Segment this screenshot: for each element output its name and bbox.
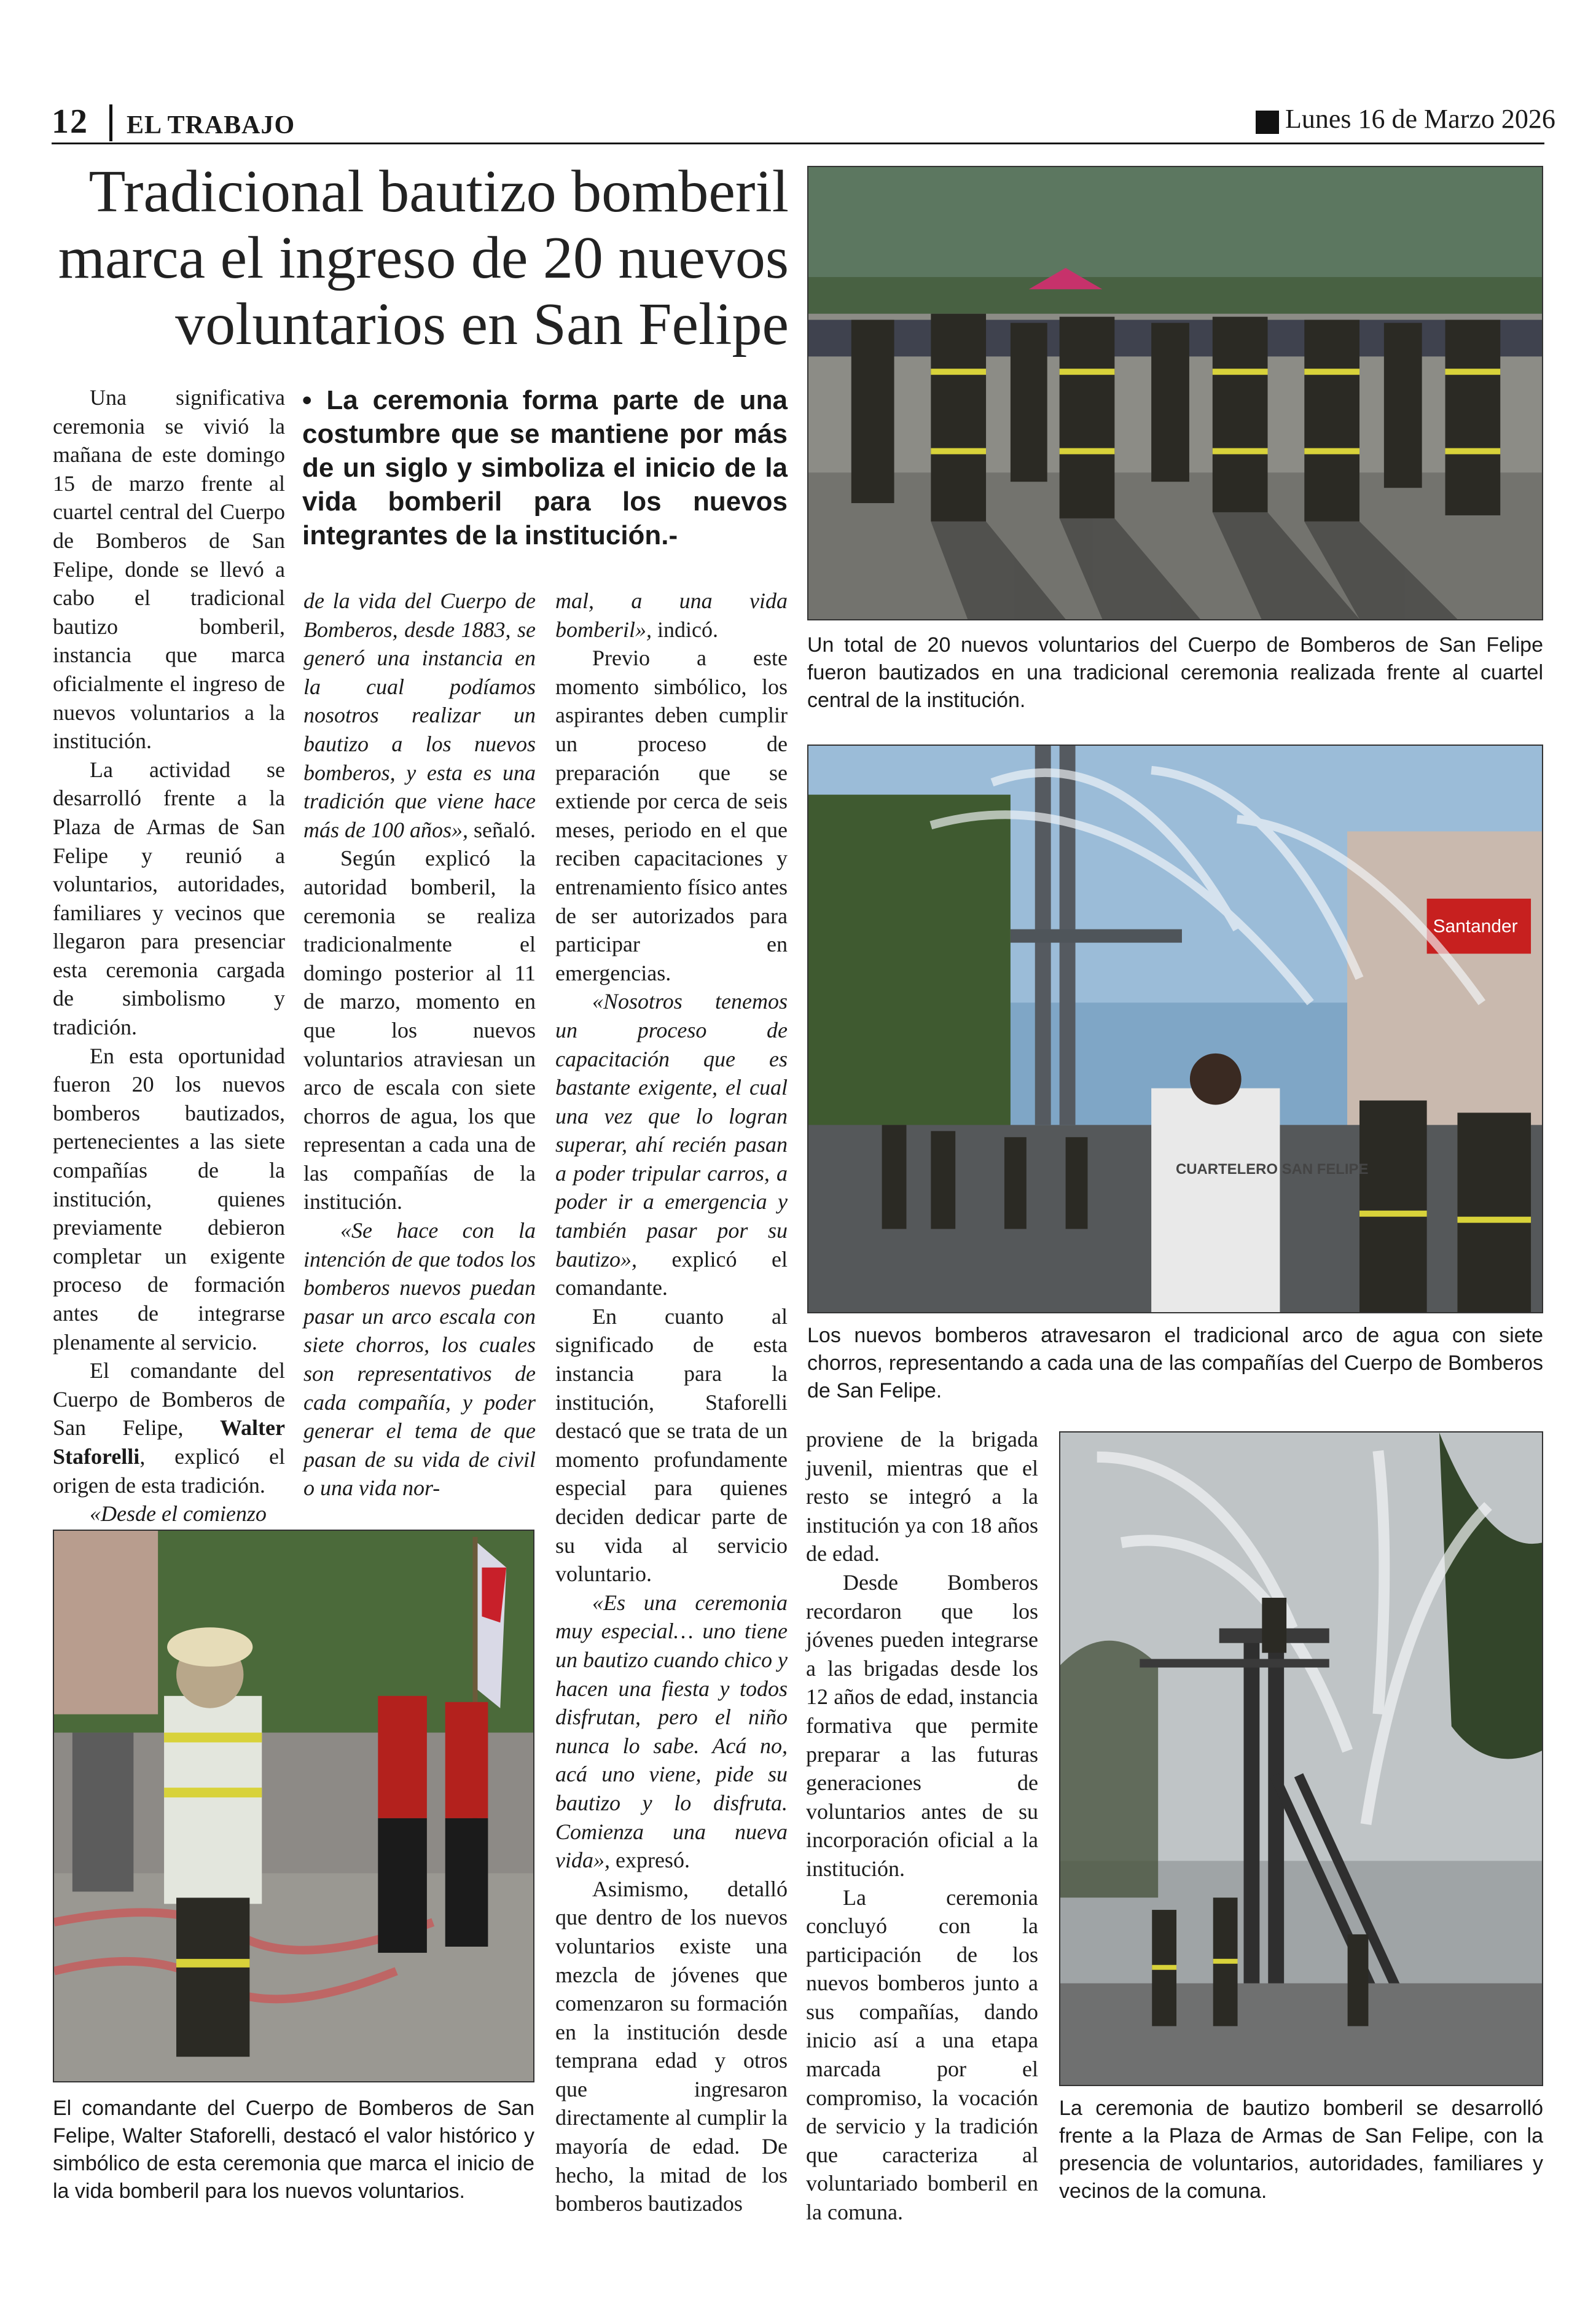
body-column-2: [303, 587, 536, 1503]
quote-text: «Es una ceremonia muy especial… uno tiene un bautizo cuando chico y hacen una fiesta y todos disfrutan, pero el niño nunca lo sabe. Acá no, acá uno viene, pide su bautizo y lo disfruta. Comienza una nueva vida»,: [555, 1590, 788, 1873]
attribution: explicó el comandante.: [555, 1246, 788, 1300]
paragraph: En cuanto al significado de esta instancia para la institución, Staforelli destacó que se trata de un momento profundamente especial para quienes deciden dedicar parte de su vida al servicio voluntario.: [555, 1304, 788, 1587]
body-column-1: [53, 383, 285, 1528]
paragraph: Previo a este momento simbólico, los aspirantes deben cumplir un proceso de preparación que se extiende por cerca de seis meses, periodo en el que reciben capacitaciones y entrenamiento físico antes de ser autorizados para participar en emergencias.: [555, 646, 788, 985]
bank-sign-text: Santander: [1433, 916, 1518, 937]
quote-start: «Desde el comienzo: [90, 1501, 267, 1526]
paragraph: Según explicó la autoridad bomberil, la ceremonia se realiza tradicionalmente el domingo posterior al 11 de marzo, momento en que los nuevos voluntarios atraviesan un arco de escala con siete chorros de agua, los que representan a cada una de las compañías de la institución.: [303, 846, 536, 1214]
paragraph: [555, 987, 788, 1302]
article-deck: • La ceremonia forma parte de una costumbre que se mantiene por más de un siglo y simboliza el inicio de la vida bomberil para los nuevos integrantes de la institución.-: [302, 385, 788, 550]
header-rule: [52, 143, 1544, 144]
quote-text: «Nosotros tenemos un proceso de capacitación que es bastante exigente, el cual una vez que lo logran superar, ahí recién pasan a poder tripular carros, a poder ir a emergencia y también pasar por su bautizo»,: [555, 989, 788, 1272]
paragraph: La actividad se desarrolló frente a la Plaza de Armas de San Felipe y reunió a voluntarios, autoridades, familiares y vecinos que llegaron para presenciar esta ceremonia cargada de simbolismo y tradición.: [53, 757, 285, 1040]
paragraph: La ceremonia concluyó con la participación de los nuevos bomberos junto a sus compañías, dando inicio así a una etapa marcada por el compromiso, la vocación de servicio y la tradición que caracteriza al voluntariado bomberil en la comuna.: [806, 1885, 1038, 2225]
paragraph: proviene de la brigada juvenil, mientras que el resto se integró a la institución ya con 18 años de edad.: [806, 1427, 1038, 1566]
page-number: 12: [52, 103, 88, 141]
commander-name: Walter Staforelli: [53, 1415, 285, 1469]
quote-text: de la vida del Cuerpo de Bomberos, desde 1883, se generó una instancia en la cual podíamos nosotros realizar un bautizo a los nuevos bomberos, y esta es una tradición que viene hace más de 100 años»,: [303, 588, 536, 842]
publication-name: EL TRABAJO: [127, 111, 295, 139]
paragraph: Desde Bomberos recordaron que los jóvenes pueden integrarse a las brigadas desde los 12 años de edad, instancia formativa que permite preparar a las futuras generaciones de voluntarios antes de su incorporación oficial a la institución.: [806, 1570, 1038, 1881]
photo-caption: Los nuevos bomberos atravesaron el tradicional arco de agua con siete chorros, representando a cada una de las compañías del Cuerpo de Bomberos de San Felipe.: [807, 1324, 1543, 1402]
paragraph: En esta oportunidad fueron 20 los nuevos bomberos bautizados, pertenecientes a las siete compañías de la institución, quienes previamente debieron completar un exigente proceso de formación antes de integrarse plenamente al servicio.: [53, 1043, 285, 1354]
attribution: expresó.: [609, 1848, 690, 1873]
photo-water-arch: [807, 745, 1543, 1313]
attribution: señaló.: [468, 817, 536, 842]
paragraph: [53, 1356, 285, 1499]
photo-caption: El comandante del Cuerpo de Bomberos de San Felipe, Walter Staforelli, destacó el valor histórico y simbólico de esta ceremonia que marca el inicio de la vida bomberil para los nuevos voluntarios.: [53, 2097, 534, 2203]
photo-recruits-formation: [807, 166, 1543, 620]
issue-date: Lunes 16 de Marzo 2026: [1285, 104, 1555, 134]
quote-paragraph: «Se hace con la intención de que todos los bomberos nuevos puedan pasar un arco escala con siete chorros, los cuales son representativos de cada compañía, y poder generar el tema de que pasan de su vida de civil o una vida nor-: [303, 1218, 536, 1501]
photo-caption: Un total de 20 nuevos voluntarios del Cuerpo de Bomberos de San Felipe fueron bautizados en una tradicional ceremonia realizada frente al cuartel central de la institución.: [807, 633, 1543, 712]
paragraph-text: El comandante del Cuerpo de Bomberos de San Felipe,: [53, 1358, 285, 1440]
photo-commander-salute: [53, 1530, 534, 2082]
quote-text: mal, a una vida bomberil»,: [555, 588, 788, 642]
body-column-3: [555, 587, 788, 2218]
date-marker-square: [1256, 111, 1279, 134]
article-headline: Tradicional bautizo bomberil marca el ingreso de 20 nuevos voluntarios en San Felipe: [58, 158, 789, 358]
paragraph: Una significativa ceremonia se vivió la mañana de este domingo 15 de marzo frente al cuartel central del Cuerpo de Bomberos de San Felipe, donde se llevó a cabo el tradicional bautizo bomberil, instancia que marca oficialmente el ingreso de nuevos voluntarios a la institución.: [53, 385, 285, 754]
photo-ladder-water-jets: [1059, 1431, 1543, 2086]
body-column-4: [806, 1425, 1038, 2227]
paragraph: [555, 1589, 788, 1875]
vest-text: CUARTELERO SAN FELIPE: [1175, 1160, 1369, 1178]
attribution: indicó.: [652, 617, 718, 642]
header-divider: [109, 104, 112, 141]
paragraph-text: , explicó el origen de esta tradición.: [53, 1444, 285, 1498]
paragraph: [555, 587, 788, 644]
paragraph: [303, 587, 536, 844]
paragraph: Asimismo, detalló que dentro de los nuevos voluntarios existe una mezcla de jóvenes que comenzaron su formación en la institución desde temprana edad y otros que ingresaron directamente al cumplir la mayoría de edad. De hecho, la mitad de los bomberos bautizados: [555, 1876, 788, 2216]
photo-caption: La ceremonia de bautizo bomberil se desarrolló frente a la Plaza de Armas de San Felipe, con la presencia de voluntarios, autoridades, familiares y vecinos de la comuna.: [1059, 2097, 1543, 2203]
